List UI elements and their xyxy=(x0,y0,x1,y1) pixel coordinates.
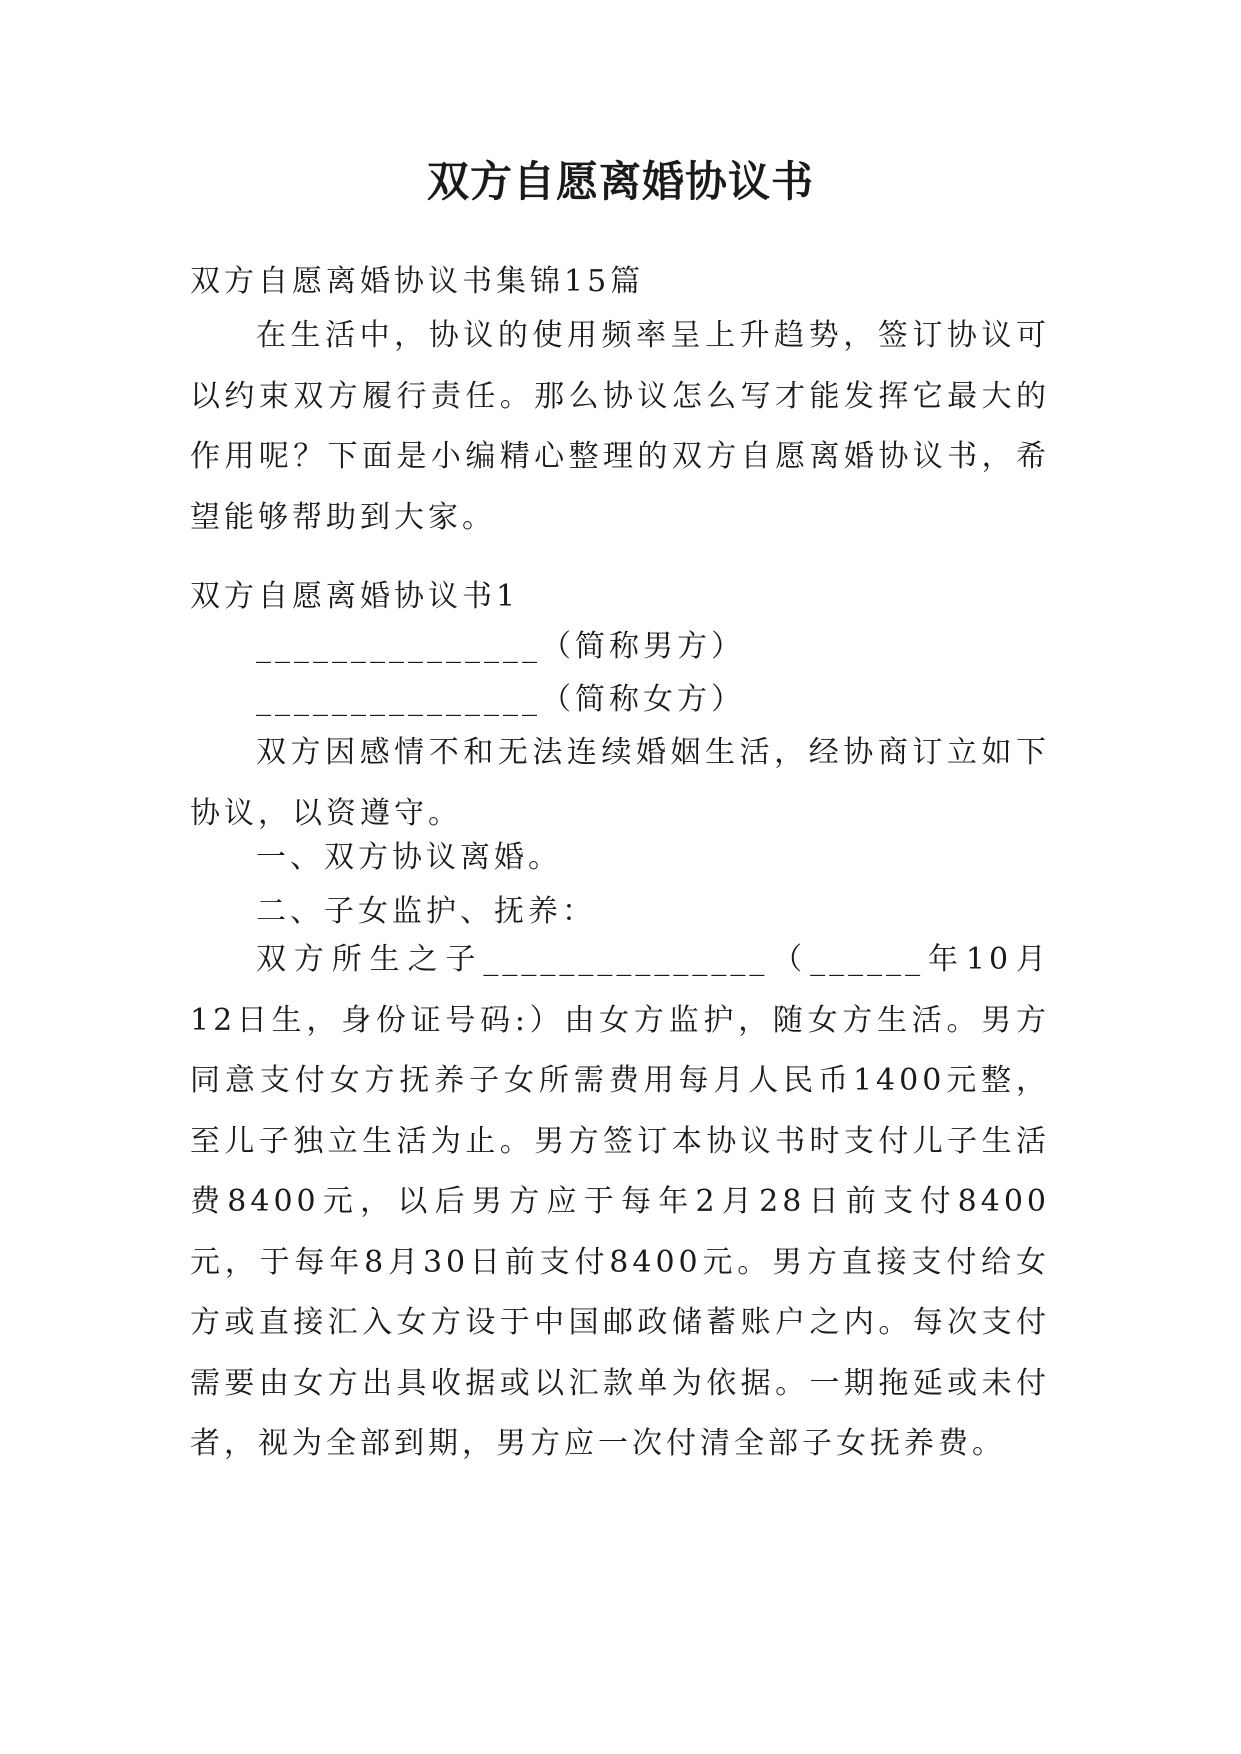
clause-one: 一、双方协议离婚。 xyxy=(256,840,562,875)
custody-paragraph-block xyxy=(190,930,1050,1475)
document-title: 双方自愿离婚协议书 xyxy=(426,157,814,206)
clause-two: 二、子女监护、抚养： xyxy=(256,894,596,929)
intro-paragraph: 在生活中，协议的使用频率呈上升趋势，签订协议可以约束双方履行责任。那么协议怎么写才能发挥它最大的作用呢？下面是小编精心整理的双方自愿离婚协议书，希望能够帮助到大家。 xyxy=(190,318,1050,535)
collection-heading: 双方自愿离婚协议书集锦15篇 xyxy=(190,264,645,299)
agreement-paragraph: 双方因感情不和无法连续婚姻生活，经协商订立如下协议，以资遵守。 xyxy=(190,735,1050,831)
party-female-line: _______________（简称女方） xyxy=(256,682,745,717)
intro-paragraph-block xyxy=(190,306,1050,548)
custody-paragraph: 双方所生之子_______________（______年10月12日生，身份证号码:）由女方监护，随女方生活。男方同意支付女方抚养子女所需费用每月人民币1400元整，至儿子独立生活为止。男方签订本协议书时支付儿子生活费8400元，以后男方应于每年2月28日前支付8400元，于每年8月30日前支付8400元。男方直接支付给女方或直接汇入女方设于中国邮政储蓄账户之内。每次支付需要由女方出具收据或以汇款单为依据。一期拖延或未付者，视为全部到期，男方应一次付清全部子女抚养费。 xyxy=(190,942,1050,1461)
party-male-line: _______________（简称男方） xyxy=(256,629,745,664)
agreement-paragraph-block xyxy=(190,723,1050,844)
section-heading: 双方自愿离婚协议书1 xyxy=(190,579,520,614)
